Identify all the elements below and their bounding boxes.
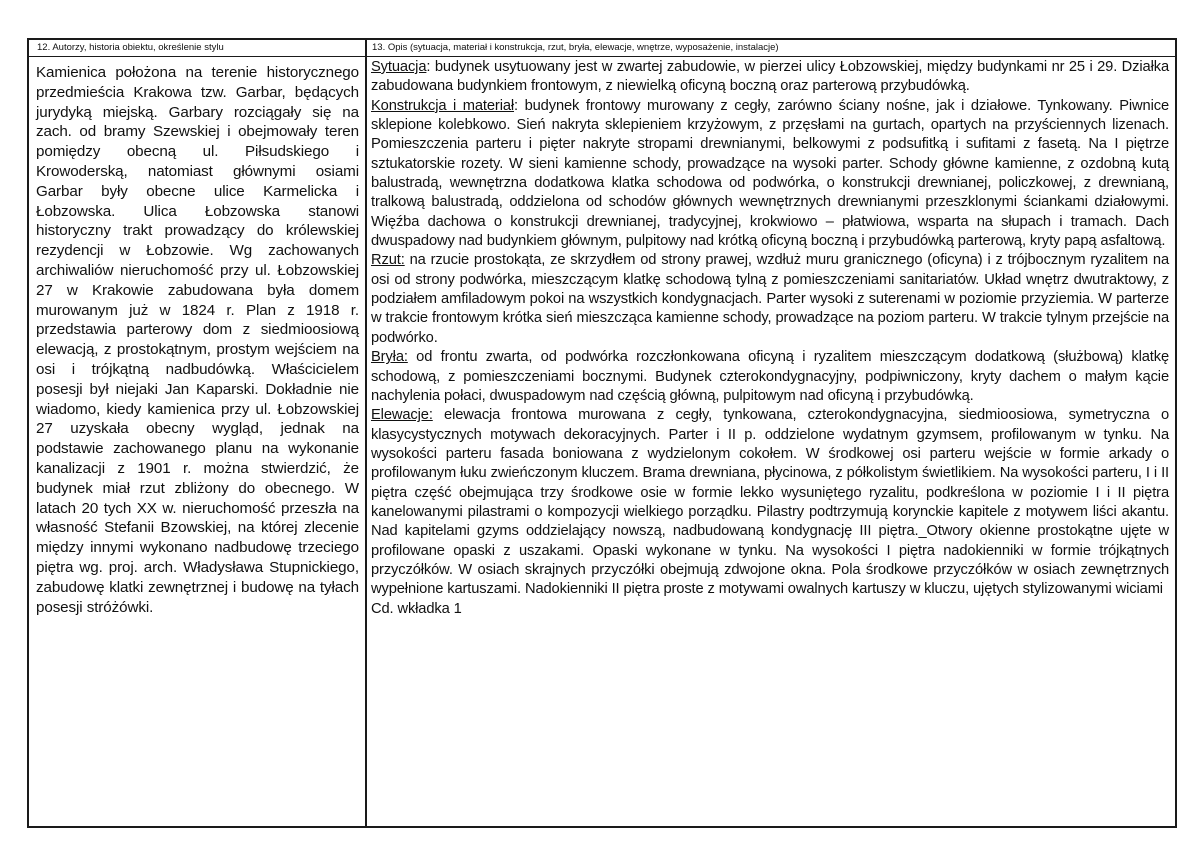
section-body: : budynek usytuowany jest w zwartej zabudowie, w pierzei ulicy Łobzowskiej, między budynkami nr 25 i 29. Działka zabudowana budynkiem frontowym, z niewielką oficyną boczną oraz parterową przybudówką.	[371, 59, 1169, 95]
section-massing	[371, 348, 1169, 406]
continuation-note: Cd. wkładka 1	[371, 600, 462, 617]
section-body: od frontu zwarta, od podwórka rozczłonkowana oficyną i ryzalitem mieszczącym dodatkową (służbową) klatkę schodową, z pomieszczeniami bocznymi. Budynek czterokondygnacyjny, podpiwniczony, kryty dachem o małym kącie nachylenia połaci, dwuspadowym nad częścią główną, pulpitowym nad oficyną i przybudówką.	[371, 349, 1169, 404]
section-label: Rzut:	[371, 252, 405, 269]
history-text: Kamienica położona na terenie historycznego przedmieścia Krakowa tzw. Garbar, będących jurydyką miejską. Garbary rozciągały się na zach. od bramy Szewskiej i obejmowały teren pomiędzy obecną ul. Piłsudskiego i Krowoderską, natomiast głównymi osiami Garbar były obecne ulice Karmelicka i Łobzowska. Ulica Łobzowska stanowi historyczny trakt prowadzący do królewskiej rezydencji w Łobzowie. Wg zachowanych archiwaliów nieruchomość przy ul. Łobzowskiej 27 w Krakowie zabudowana była domem murowanym już w 1824 r. Plan z 1918 r. przedstawia parterowy dom z siedmioosiową elewacją, z prostokątnym, prostym wejściem na osi i trójkątną nadbudówką. Właścicielem posesji był niejaki Jan Kaparski. Dokładnie nie wiadomo, kiedy kamienica przy ul. Łobzowskiej 27 uzyskała obecny wygląd, jednak na podstawie zachowanego planu na wykonanie kanalizacji z 1901 r. można stwierdzić, że budynek miał rzut zbliżony do obecnego. W latach 20 tych XX w. nieruchomość przeszła na własność Stefanii Bzowskiej, na której zlecenie między innymi wykonano nadbudowę trzeciego piętra wg. proj. arch. Władysława Stupnickiego, zabudowę klatki zewnętrznej i budowę na tyłach posesji stróżówki.	[36, 64, 359, 616]
section-label: Elewacje:	[371, 407, 433, 424]
section-label: Konstrukcja i materiał	[371, 97, 515, 114]
section-label: Sytuacja	[371, 59, 427, 75]
section-label: Bryła:	[371, 349, 408, 366]
section-body: : budynek frontowy murowany z cegły, zarówno ściany nośne, jak i działowe. Tynkowany. Piwnice sklepione kolebkowo. Sień nakryta sklepieniem krzyżowym, z przęsłami na gurtach, opartych na przyściennych lizenach. Pomieszczenia parteru i pięter nakryte stropami drewnianymi, belkowymi z podsufitką i sufitami z fasetą. Na I piętrze sztukatorskie rozety. W sieni kamienne schody, prowadzące na wysoki parter. Schody główne kamienne, z ozdobną kutą balustradą, wewnętrzna dodatkowa klatka schodowa od podwórka, o konstrukcji drewnianej, policzkowej, z drewnianą, tralkową balustradą, oddzielona od schodów głównych wewnętrznych drewnianymi przeszklonymi ściankami działowymi. Więźba dachowa o konstrukcji drewnianej, tradycyjnej, krokwiowo – płatwiowa, wsparta na słupach i tramach. Dach dwuspadowy nad budynkiem głównym, pulpitowy nad krótką oficyną boczną i przybudówką parterową, kryty papą asfaltową.	[371, 97, 1169, 250]
description-column	[367, 40, 1175, 826]
section-body: na rzucie prostokąta, ze skrzydłem od strony prawej, wzdłuż muru granicznego (oficyna) i z trójbocznym ryzalitem na osi od strony podwórka, mieszczącym klatkę schodową tylną z pomieszczeniami sanitariatów. Układ wnętrz dwutraktowy, z podziałem amfiladowym pokoi na wszystkich kondygnacjach. Parter wysoki z suterenami w poziomie przyziemia. W parterze w trakcie frontowym krótka sień mieszcząca kamienne schody, prowadzące na poziom parteru. W trakcie tylnym przejście na podwórko.	[371, 252, 1169, 346]
history-column	[29, 40, 367, 826]
section-body: elewacja frontowa murowana z cegły, tynkowana, czterokondygnacyjna, siedmioosiowa, symetryczna o klasycystycznych motywach dekoracyjnych. Parter i II p. oddzielone wydatnym gzymsem, profilowanym w tynku. Na wysokości parteru fasada boniowana z wydzielonym cokołem. W środkowej osi parteru wejście w formie arkady o profilowanym łuku zwieńczonym kluczem. Brama drewniana, płycinowa, z półkolistym świetlikiem. Na wysokości parteru, I i II piętra część obejmująca trzy środkowe osie w formie lekko wysuniętego ryzalitu, podkreślona w poziomie I i II piętra kanelowanymi pilastrami o kompozycji wielkiego porządku. Pilastry podtrzymują korynckie kapitele z motywem liści akantu. Nad kapitelami gzyms oddzielający nowszą, nadbudowaną kondygnację III piętra._Otwory okienne prostokątne ujęte w profilowane opaski z uszakami. Opaski wykonane w tynku. Na wysokości I piętra nadokienniki w formie trójkątnych przyczółków. W osiach skrajnych przyczółki obejmują zdwojone okna. Pola środkowe przyczółków w osiach zewnętrznych wypełnione kartuszami. Nadokienniki II piętra proste z motywami owalnych kartuszy w kluczu, ujętych stylizowanymi wiciami	[371, 407, 1169, 598]
section-situation	[371, 58, 1169, 97]
section-facades	[371, 406, 1169, 599]
record-card	[27, 38, 1177, 828]
description-text	[371, 58, 1169, 619]
history-header: 12. Autorzy, historia obiektu, określenie stylu	[29, 40, 365, 57]
description-header: 13. Opis (sytuacja, materiał i konstrukcja, rzut, bryła, elewacje, wnętrze, wyposażenie, instalacje)	[367, 40, 1175, 57]
section-plan	[371, 251, 1169, 348]
section-construction	[371, 97, 1169, 252]
